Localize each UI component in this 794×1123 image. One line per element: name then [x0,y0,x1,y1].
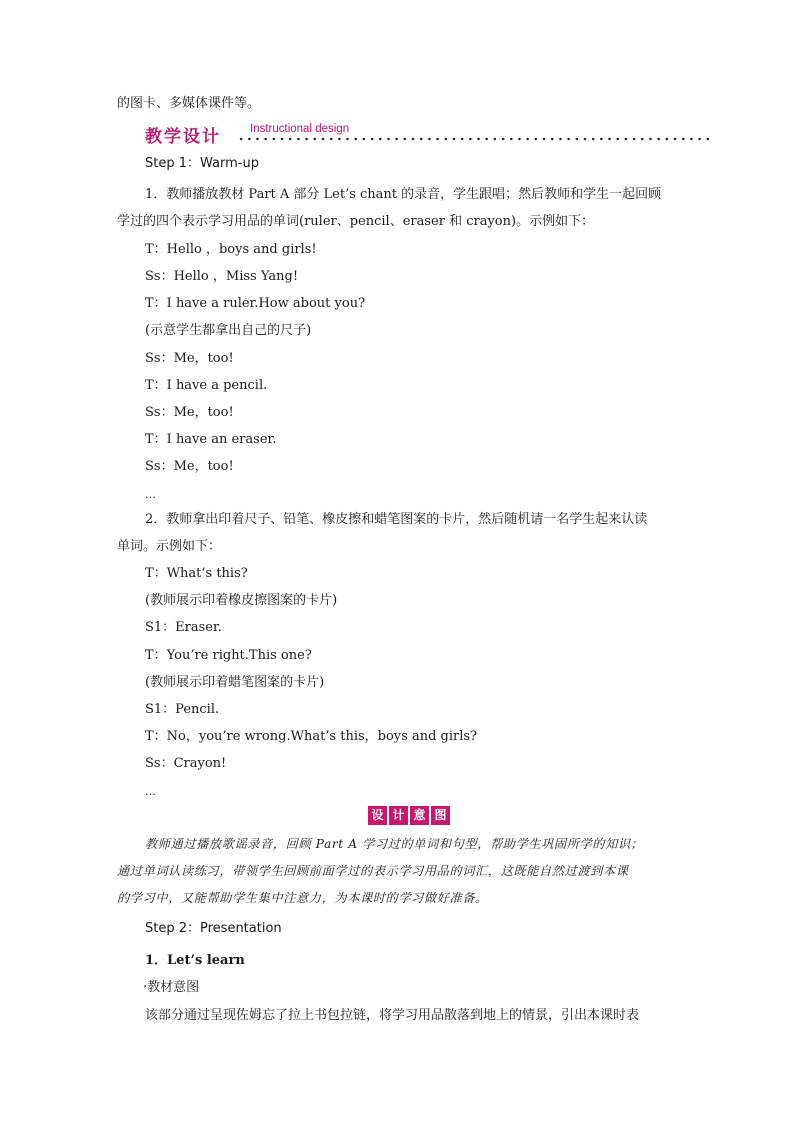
intent-line: 通过单词认读练习，带领学生回顾前面学过的表示学习用品的词汇，这既能自然过渡到本课 [117,864,629,878]
dialog1-line: Ss：Me，too! [145,351,234,366]
dialog1-line: (示意学生都拿出自己的尺子) [145,323,312,338]
last-line: 该部分通过呈现佐姆忘了拉上书包拉链，将学习用品散落到地上的情景，引出本课时表 [145,1008,640,1023]
dialog1-line: T：I have a ruler.How about you? [145,296,366,311]
dialog1-line: Ss：Me，too! [145,459,234,474]
dialog2-ellipsis: … [145,785,156,798]
dialog1-line: T：I have a pencil. [145,378,268,393]
design-intent-badge [368,806,450,826]
step1-heading: Step 1：Warm-up [145,156,259,171]
heading-dotted-rule [237,137,710,141]
dialog1-line: T：I have an eraser. [145,432,277,447]
paragraph1-line1: 1．教师播放教材 Part A 部分 Let’s chant 的录音，学生跟唱；然后教师和学生一起回顾 [145,187,662,202]
step2-heading: Step 2：Presentation [145,921,282,936]
paragraph1-line2: 学过的四个表示学习用品的单词(ruler、pencil、eraser 和 crayon)。示例如下： [117,214,595,229]
section-title-cn: 教学设计 [145,127,221,147]
dialog2-line: S1：Eraser. [145,620,222,635]
dialog2-line: (教师展示印着橡皮擦图案的卡片) [145,593,338,608]
top-line: 的图卡、多媒体课件等。 [117,96,261,111]
dialog2-line: Ss：Crayon! [145,756,227,771]
dialog1-line: Ss：Me，too! [145,405,234,420]
dialog2-line: T：No，you’re wrong.What’s this，boys and girls? [145,729,478,744]
badge-char: 计 [389,806,408,825]
lets-learn-heading: 1．Let’s learn [145,953,245,968]
dialog2-line: S1：Pencil. [145,702,220,717]
paragraph2-line2: 单词。示例如下： [117,539,222,554]
intent-line: 的学习中，又能帮助学生集中注意力，为本课时的学习做好准备。 [117,891,488,905]
badge-char: 意 [410,806,429,825]
dialog1-line: T：Hello ，boys and girls! [145,242,317,257]
textbook-intent-label: ·教材意图 [143,980,200,995]
badge-char: 图 [431,806,450,825]
dialog2-line: T：What’s this? [145,566,248,581]
dialog2-line: (教师展示印着蜡笔图案的卡片) [145,675,325,690]
intent-line: 教师通过播放歌谣录音，回顾 Part A 学习过的单词和句型，帮助学生巩固所学的知识； [145,837,644,851]
paragraph2-line1: 2．教师拿出印着尺子、铅笔、橡皮擦和蜡笔图案的卡片，然后随机请一名学生起来认读 [145,512,648,527]
section-heading [145,120,710,150]
section-title-en: Instructional design [250,123,350,135]
badge-char: 设 [368,806,387,825]
dialog2-line: T：You’re right.This one? [145,648,312,663]
dialog1-line: Ss：Hello ，Miss Yang! [145,269,299,284]
dialog1-ellipsis: … [145,488,156,501]
